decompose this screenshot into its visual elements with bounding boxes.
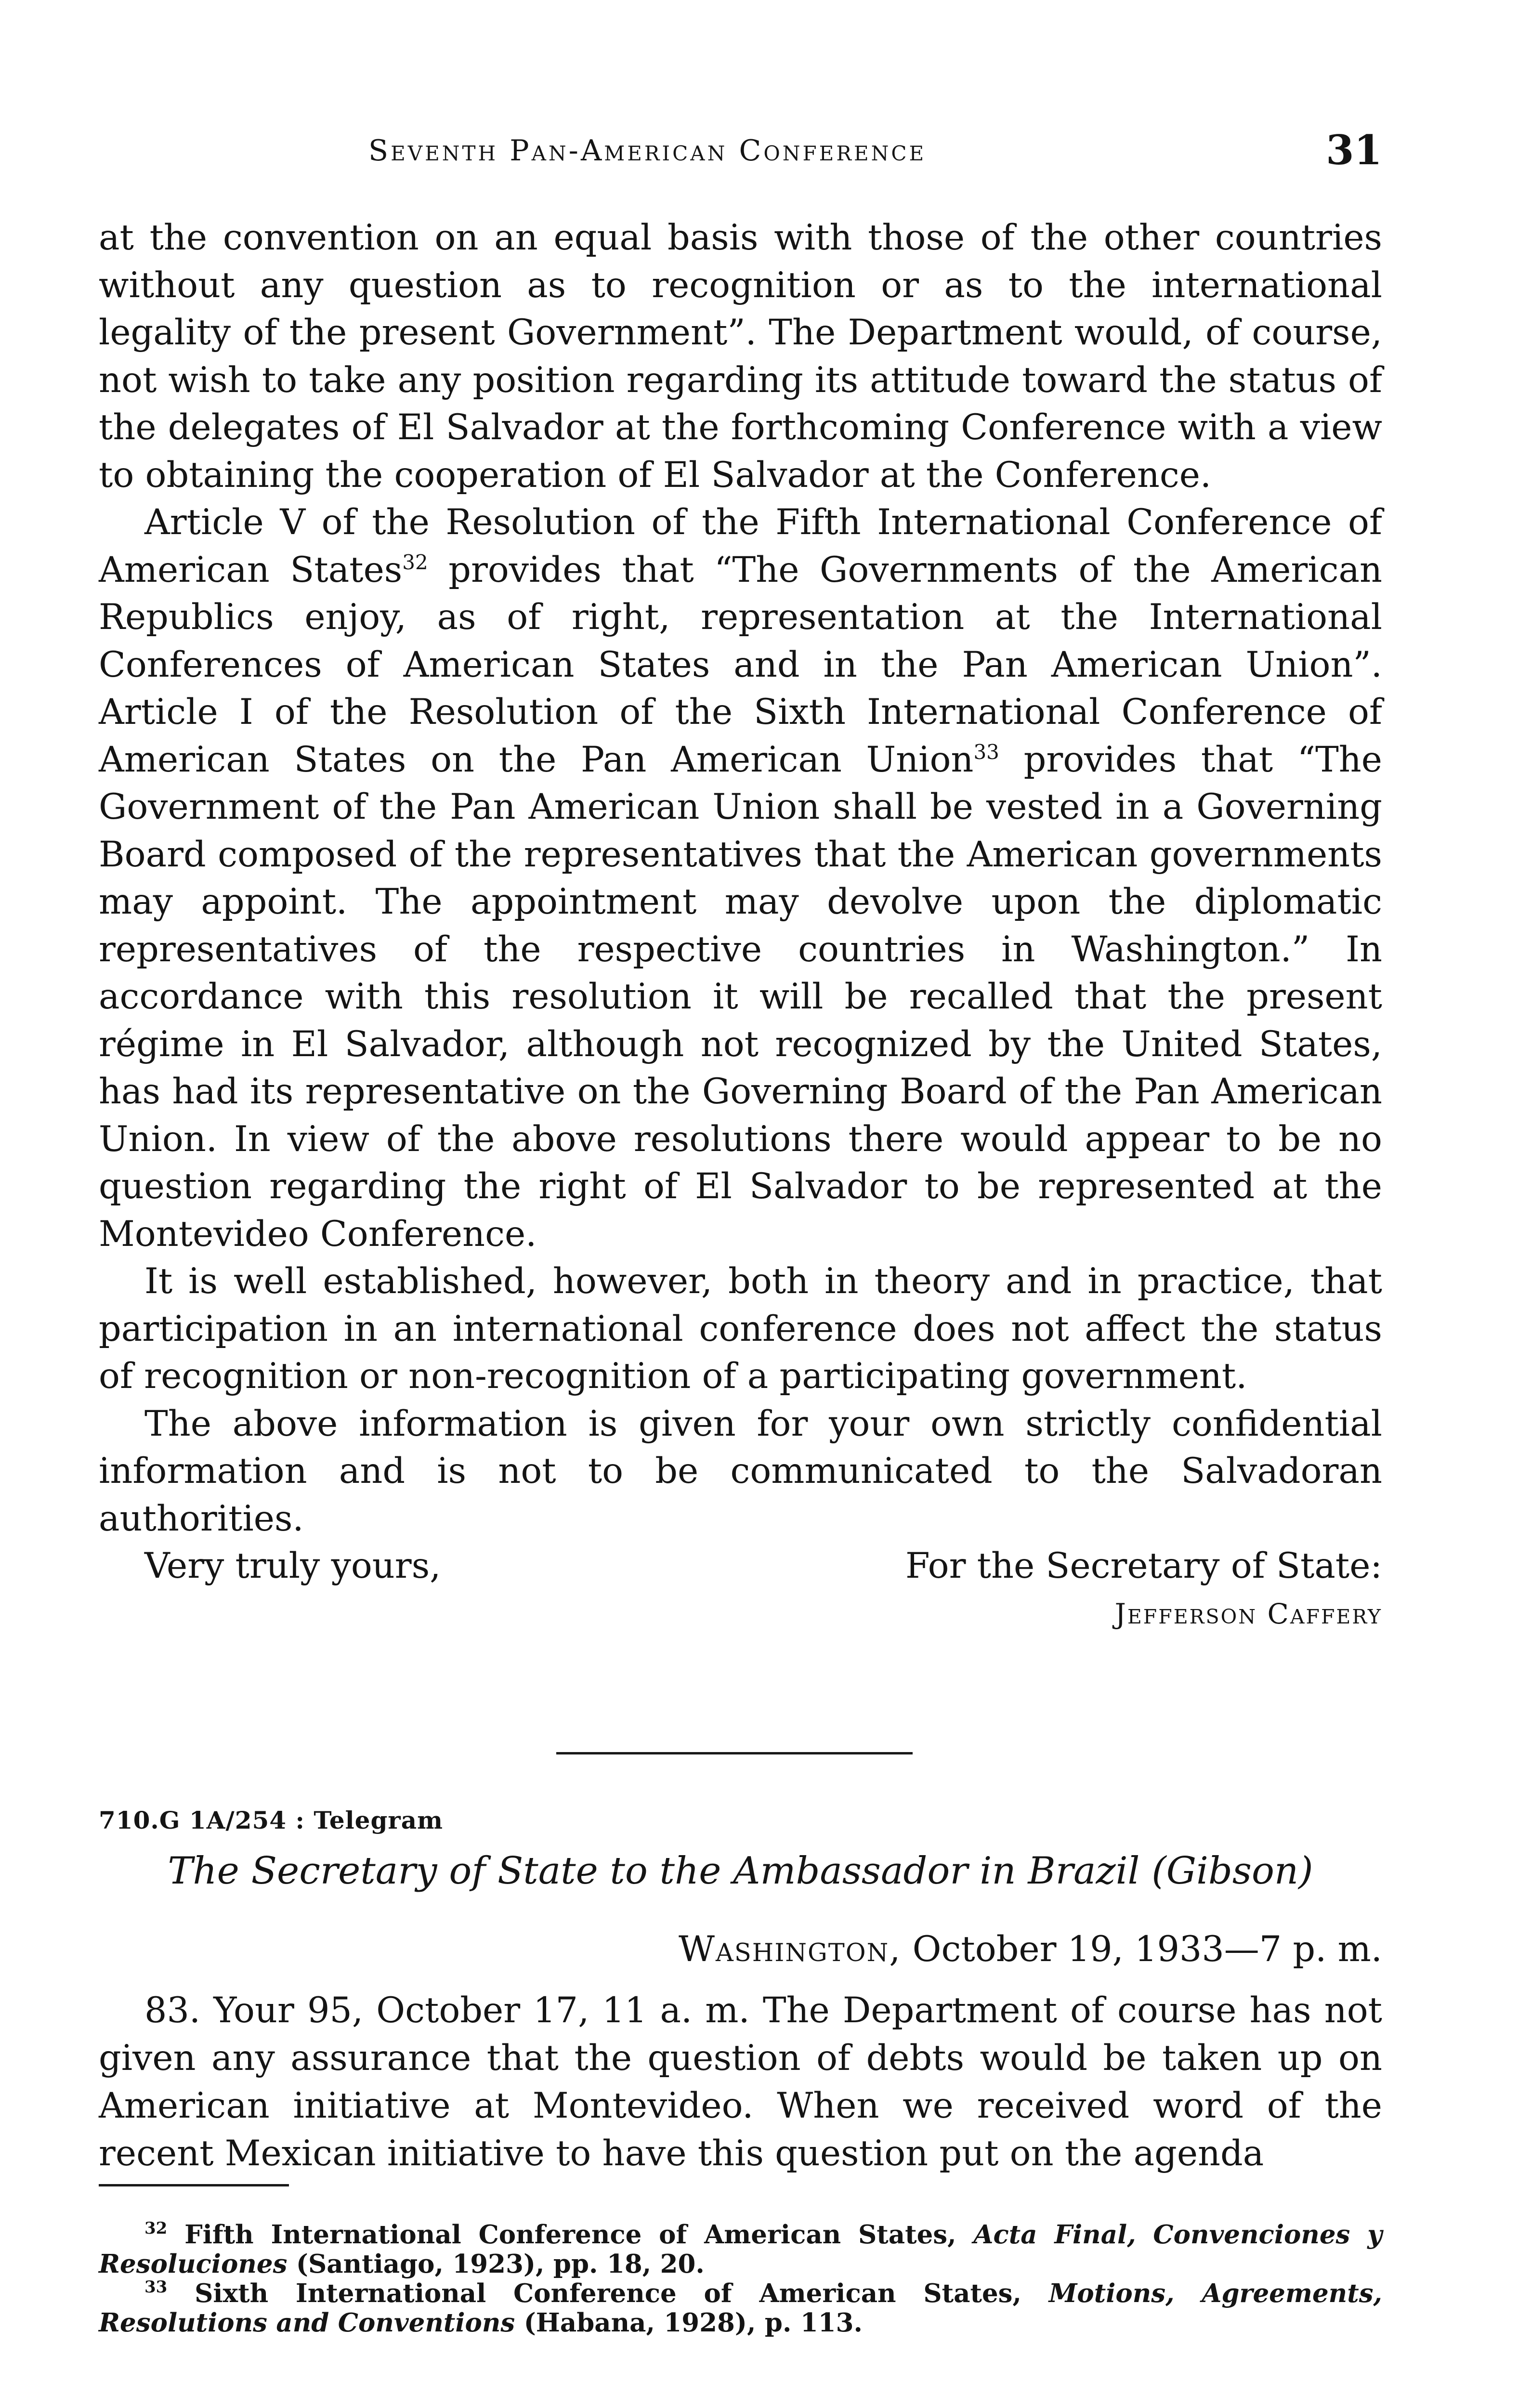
telegram-paragraph: 83. Your 95, October 17, 11 a. m. The Department of course has not given any assurance that the question of debts would be taken up on American initiative at Montevideo. When we received word of the recent Mexican initiative to have this question put on the agenda bbox=[99, 1990, 1382, 2174]
letter-body bbox=[99, 214, 1382, 1637]
for-secretary-line: For the Secretary of State: bbox=[905, 1545, 1382, 1586]
footnote-32-number: 32 bbox=[144, 2219, 168, 2238]
footnote-32 bbox=[99, 2220, 1382, 2279]
footnote-divider bbox=[99, 2184, 289, 2186]
page-number: 31 bbox=[1326, 126, 1382, 174]
paragraph-2-part-b: provides that “The Governments of the American Republics enjoy, as of right, representation at the International Conferences of American States and in the Pan American Union”. Article I of the Resolution of the Sixth International Conference of American States on the Pan American Union bbox=[99, 549, 1382, 780]
footnote-32-text-b: (Santiago, 1923), pp. 18, 20. bbox=[287, 2249, 705, 2279]
document-title: The Secretary of State to the Ambassador in Brazil (Gibson) bbox=[168, 1849, 1313, 1893]
signature: Jefferson Caffery bbox=[1114, 1597, 1382, 1630]
footnotes bbox=[99, 2220, 1382, 2338]
footnote-32-title: Acta Final, Convenciones y Resoluciones bbox=[99, 2220, 1382, 2279]
letter-paragraph-1: at the convention on an equal basis with those of the other countries without any question as to recognition or as to the international legality of the present Government”. The Department would, of course, not wish to take any position regarding its attitude toward the status of the delegates of El Salvador at the forthcoming Conference with a view to obtaining the cooperation of El Salvador at the Conference. bbox=[99, 217, 1382, 496]
footnote-ref-33: 33 bbox=[973, 740, 999, 764]
footnote-33-title: Motions, Agreements, Resolutions and Conventions bbox=[99, 2278, 1382, 2338]
footnote-33-number: 33 bbox=[144, 2277, 168, 2297]
complimentary-close: Very truly yours, bbox=[144, 1545, 441, 1586]
file-reference: 710.G 1A/254 : Telegram bbox=[99, 1806, 444, 1834]
letter-paragraph-3: It is well established, however, both in theory and in practice, that participation in an international conference does not affect the status of recognition or non-recognition of a participating government. bbox=[99, 1261, 1382, 1397]
footnote-32-text-a: Fifth International Conference of American States, bbox=[167, 2220, 974, 2250]
paragraph-2-part-a: Article V of the Resolution of the Fifth International Conference of American States bbox=[99, 502, 1382, 590]
section-divider bbox=[556, 1752, 913, 1754]
document-page bbox=[99, 0, 1382, 2408]
dateline-date: October 19, 1933—7 p. m. bbox=[901, 1929, 1382, 1970]
letter-paragraph-2 bbox=[99, 499, 1382, 1258]
closing-line bbox=[144, 1543, 1382, 1590]
footnote-33-text-b: (Habana, 1928), p. 113. bbox=[515, 2308, 863, 2338]
running-head bbox=[99, 126, 1382, 174]
paragraph-2-part-c: provides that “The Government of the Pan American Union shall be vested in a Governing Board composed of the representatives that the American governments may appoint. The appointment may devolve upon the diplomatic representatives of the respective countries in Washington.” In accordance with this resolution it will be recalled that the present régime in El Salvador, although not recognized by the United States, has had its representative on the Governing Board of the Pan American Union. In view of the above resolutions there would appear to be no question regarding the right of El Salvador to be represented at the Montevideo Conference. bbox=[99, 739, 1382, 1255]
footnote-33-text-a: Sixth International Conference of American States, bbox=[167, 2278, 1049, 2308]
dateline-place: Washington, bbox=[679, 1929, 902, 1970]
footnote-33 bbox=[99, 2279, 1382, 2338]
dateline bbox=[679, 1929, 1382, 1970]
running-title: Seventh Pan-American Conference bbox=[368, 134, 927, 168]
telegram-body bbox=[99, 1987, 1382, 2177]
letter-paragraph-4: The above information is given for your own strictly confidential information and is not to be communicated to the Salvadoran authorities. bbox=[99, 1403, 1382, 1539]
footnote-ref-32: 32 bbox=[402, 550, 428, 574]
